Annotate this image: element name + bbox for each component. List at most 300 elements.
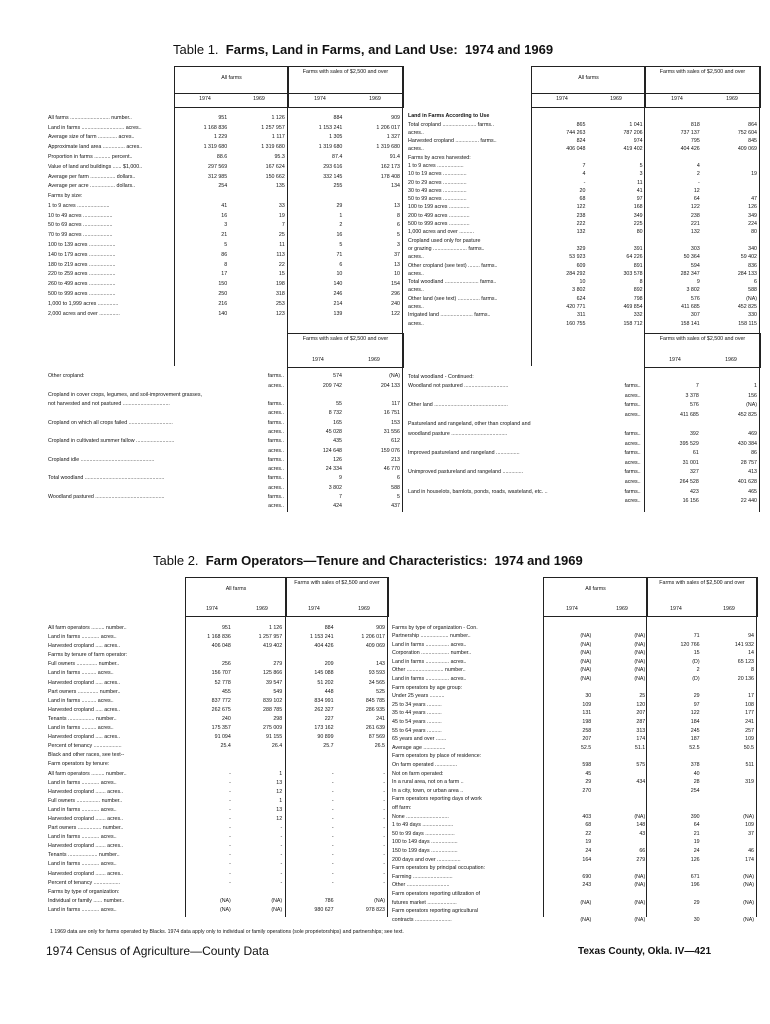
- cell-value: 795: [690, 138, 700, 145]
- cell-value: 109: [582, 701, 592, 708]
- hdr-y74-b: 1974: [671, 96, 683, 102]
- cell-value: 158 712: [623, 320, 643, 327]
- footer-publication: 1974 Census of Agriculture—County Data: [46, 944, 269, 958]
- table-row: [406, 294, 759, 302]
- cell-value: 327: [689, 469, 699, 476]
- cell-value: [593, 785, 647, 794]
- table-row: [46, 189, 402, 199]
- cell-value: 80: [636, 229, 643, 236]
- table-row: [46, 822, 387, 831]
- cell-value: 465: [748, 488, 757, 495]
- cell-value: 238: [576, 212, 586, 219]
- cell-value: 126: [690, 856, 700, 863]
- cell-value: 122: [690, 204, 700, 211]
- cell-value: 262 327: [314, 706, 334, 713]
- cell-value: -: [229, 861, 231, 868]
- cell-value: -: [383, 879, 385, 886]
- cell-value: 411 685: [680, 411, 699, 418]
- cell-value: 978 823: [365, 906, 385, 913]
- cell-value: -: [229, 797, 231, 804]
- cell-value: [647, 863, 701, 872]
- table-row: [390, 760, 756, 769]
- cell-value: 165: [333, 419, 342, 426]
- table-row: [46, 435, 402, 444]
- table-row: [46, 877, 387, 886]
- hdr-sales: Farms with sales of $2,500 and over: [659, 69, 746, 75]
- cell-value: 448: [324, 688, 334, 695]
- table1-left-body: [46, 111, 402, 317]
- cell-value: 25: [278, 232, 285, 239]
- table-row: [406, 252, 759, 260]
- row-label: Farming ...........................: [392, 873, 453, 880]
- cell-value: 4: [696, 163, 700, 169]
- table-row: [406, 310, 759, 318]
- cell-value: 3: [639, 171, 643, 178]
- row-label: Land in farms ................ acres..: [392, 641, 467, 648]
- cell-value: (NA): [743, 916, 754, 923]
- table-row: [390, 837, 756, 846]
- cell-value: 974: [633, 138, 643, 145]
- cell-value: 164: [582, 856, 592, 863]
- cell-value: 24: [693, 847, 700, 854]
- row-label: 65 years and over .......: [392, 736, 447, 743]
- table2-right-header: [543, 577, 758, 617]
- cell-value: 222: [576, 221, 586, 228]
- cell-value: (NA): [580, 633, 592, 640]
- table-row: [46, 849, 387, 858]
- cell-value: 221: [690, 221, 700, 228]
- cell-value: (NA): [374, 897, 385, 904]
- cell-value: [593, 837, 647, 846]
- cell-value: 214: [333, 300, 343, 307]
- cell-value: -: [383, 806, 385, 813]
- row-label: Percent of tenancy ...................: [48, 743, 122, 750]
- cell-value: 45: [585, 770, 592, 777]
- col-rule: [387, 577, 388, 917]
- table-row: [46, 297, 402, 307]
- row-label: Harvested cropland ....... acres..: [48, 843, 124, 850]
- table-row: [406, 318, 759, 326]
- row-label: On farm operated ...............: [392, 762, 458, 769]
- cell-value: 1 117: [271, 134, 285, 141]
- cell-value: (NA): [634, 873, 646, 880]
- table-row: [46, 426, 402, 435]
- cell-value: 224: [748, 221, 757, 228]
- row-label: 50 to 99 days ....................: [392, 830, 455, 837]
- cell-value: 836: [748, 262, 757, 269]
- cell-value: 10: [336, 271, 343, 278]
- row-unit: acres..: [268, 466, 284, 473]
- cell-value: -: [280, 843, 283, 850]
- hdr-y74-b: 1974: [670, 606, 682, 612]
- cell-value: 158 115: [738, 320, 757, 327]
- cell-value: -: [280, 879, 283, 886]
- cell-value: [702, 152, 759, 160]
- row-label: [46, 463, 240, 472]
- cell-value: -: [280, 870, 283, 877]
- cell-value: 117: [391, 401, 400, 408]
- cell-value: [539, 863, 593, 872]
- table-row: [46, 840, 387, 849]
- table-row: [46, 622, 387, 631]
- cell-value: [702, 682, 756, 691]
- table-row: [390, 751, 756, 760]
- cell-value: -: [229, 788, 231, 795]
- cell-value: 1 319 680: [318, 144, 343, 151]
- row-label: Other ......................... number..: [392, 667, 466, 674]
- cell-value: 94: [748, 633, 754, 640]
- cell-value: [647, 888, 701, 897]
- cell-value: [593, 622, 647, 631]
- cell-value: 184: [690, 719, 700, 726]
- cell-value: 752 604: [737, 129, 757, 136]
- row-label: 150 to 199 days ..................: [392, 847, 458, 854]
- cell-value: [233, 649, 284, 658]
- row-label: Farm operators reporting utilization of: [392, 890, 481, 897]
- row-label: 100 to 139 acres ..................: [48, 242, 116, 249]
- row-label: Partnership ................... number..: [392, 633, 471, 640]
- row-label: Part owners ................ number..: [48, 825, 124, 832]
- row-unit: acres..: [624, 440, 641, 447]
- cell-value: 11: [279, 242, 285, 249]
- row-label: [46, 379, 240, 388]
- cell-value: 549: [273, 688, 283, 695]
- cell-value: 178 408: [380, 173, 400, 180]
- cell-value: [643, 418, 701, 428]
- table-row: [46, 278, 402, 288]
- cell-value: 19: [585, 839, 592, 846]
- rule: [174, 93, 402, 94]
- row-label: Average per acre ................. dollars..: [48, 183, 136, 190]
- table-row: [406, 302, 759, 310]
- table-row: [46, 180, 402, 190]
- row-label: Farms by type of organization - Con.: [392, 624, 478, 631]
- cell-value: 196: [690, 882, 700, 889]
- row-label: Other cropland:: [48, 373, 85, 380]
- cell-value: 156: [748, 392, 757, 399]
- table-row: [46, 886, 387, 895]
- cell-value: (NA): [580, 916, 592, 923]
- cell-value: 168: [633, 204, 643, 211]
- cell-value: -: [698, 179, 700, 186]
- cell-value: 148: [636, 822, 646, 829]
- cell-value: 198: [275, 281, 285, 288]
- cell-value: 216: [218, 300, 228, 307]
- cell-value: -: [229, 806, 231, 813]
- cell-value: 126: [748, 204, 757, 211]
- table1-lower-right-body: [406, 370, 759, 504]
- cell-value: 29: [693, 693, 700, 700]
- table-row: [46, 731, 387, 740]
- cell-value: (D): [692, 658, 700, 665]
- row-label: Farm operators reporting days of work: [392, 796, 482, 803]
- cell-value: 16: [221, 212, 228, 219]
- row-unit: farms..: [624, 488, 641, 495]
- cell-value: -: [383, 843, 385, 850]
- table-row: [390, 802, 756, 811]
- table-row: [390, 665, 756, 674]
- row-label: Value of land and buildings ...... $1,000..: [48, 163, 143, 170]
- cell-value: 3 802: [686, 287, 700, 294]
- row-label: acres..: [408, 146, 424, 153]
- cell-value: [702, 186, 759, 194]
- table1-right-header: [531, 66, 761, 108]
- cell-value: 150 662: [265, 173, 285, 180]
- table-row: [406, 428, 759, 438]
- table-row: [390, 906, 756, 915]
- row-unit: acres..: [624, 392, 641, 399]
- table-row: [406, 128, 759, 136]
- cell-value: 598: [582, 762, 592, 769]
- cell-value: [645, 152, 702, 160]
- cell-value: 892: [633, 287, 643, 294]
- cell-value: 419 402: [623, 146, 643, 153]
- row-label: Other cropland (see text) ........ farms..: [408, 262, 498, 269]
- row-label: futures market ....................: [392, 899, 457, 906]
- cell-value: [647, 802, 701, 811]
- cell-value: [539, 751, 593, 760]
- table-row: [46, 658, 387, 667]
- row-label: Farms by size:: [48, 193, 83, 200]
- row-label: Land in farms ............ acres..: [48, 634, 117, 641]
- row-label: [406, 495, 591, 505]
- row-label: 10 to 19 acres ................: [408, 171, 467, 178]
- hdr-all-farms: All farms: [225, 586, 247, 592]
- table-row: [390, 725, 756, 734]
- table-row: [46, 804, 387, 813]
- cell-value: 68: [579, 196, 586, 203]
- row-label: 180 to 219 acres ..................: [48, 261, 116, 268]
- cell-value: [702, 622, 756, 631]
- table-row: [46, 121, 402, 131]
- cell-value: (NA): [743, 882, 754, 889]
- row-label: Harvested cropland ....... acres..: [48, 788, 124, 795]
- cell-value: -: [229, 870, 231, 877]
- footnote: 1 1969 data are only for farms operated by Blacks. 1974 data apply only to individual or family operations (sole proprietorships) and partnerships; see text.: [50, 929, 404, 935]
- cell-value: 126: [333, 456, 342, 463]
- cell-value: 246: [333, 291, 343, 298]
- cell-value: 143: [376, 661, 385, 668]
- table-row: [406, 466, 759, 476]
- table-row: [46, 649, 387, 658]
- cell-value: 91.4: [389, 153, 400, 160]
- cell-value: (NA): [389, 373, 400, 380]
- cell-value: 125 866: [263, 670, 283, 677]
- row-label: Farm operators by principal occupation:: [392, 865, 486, 872]
- cell-value: [233, 758, 284, 767]
- row-unit: acres..: [268, 429, 284, 435]
- cell-value: 951: [218, 114, 228, 121]
- cell-value: 25.7: [323, 743, 334, 750]
- cell-value: 411 685: [681, 304, 700, 311]
- cell-value: 6: [397, 222, 400, 229]
- cell-value: 980 627: [314, 906, 334, 913]
- cell-value: 150: [218, 281, 228, 288]
- cell-value: 123: [275, 310, 285, 317]
- row-label: Average age ...............: [392, 744, 446, 751]
- row-label: 100 to 149 days ..................: [392, 839, 458, 846]
- row-label: Full owners .............. number..: [48, 661, 120, 668]
- table-row: [46, 258, 402, 268]
- row-label: Farms by type of organization:: [48, 888, 120, 895]
- rule: [531, 93, 759, 94]
- cell-value: -: [331, 788, 334, 795]
- cell-value: 174: [636, 736, 646, 743]
- cell-value: -: [229, 834, 231, 841]
- cell-value: 225: [633, 221, 643, 228]
- row-unit: acres..: [268, 447, 284, 454]
- cell-value: 209: [324, 661, 334, 668]
- cell-value: 403: [582, 813, 592, 820]
- cell-value: 588: [391, 484, 400, 491]
- cell-value: 241: [745, 719, 754, 726]
- cell-value: 298: [273, 715, 283, 722]
- cell-value: [647, 682, 701, 691]
- cell-value: [284, 749, 335, 758]
- table2-left-body: [46, 622, 387, 913]
- cell-value: -: [331, 861, 334, 868]
- row-label: acres..: [408, 254, 424, 261]
- col-rule: [759, 366, 760, 512]
- row-label: Woodland pastured ...............................................: [48, 494, 165, 501]
- cell-value: [336, 749, 387, 758]
- cell-value: 245: [690, 727, 700, 734]
- table-row: [390, 888, 756, 897]
- table-row: [390, 631, 756, 640]
- cell-value: 287: [636, 719, 646, 726]
- hdr-y74-b: 1974: [314, 96, 326, 102]
- cell-value: 227: [324, 715, 334, 722]
- cell-value: 95.3: [274, 153, 285, 160]
- cell-value: 31 556: [383, 429, 400, 435]
- cell-value: 45 028: [325, 429, 342, 435]
- table-row: [46, 768, 387, 777]
- cell-value: [587, 111, 644, 119]
- cell-value: 744 263: [566, 129, 586, 136]
- cell-value: 7: [582, 163, 586, 169]
- cell-value: 213: [391, 456, 400, 463]
- cell-value: 3: [224, 222, 228, 229]
- cell-value: (NA): [580, 667, 592, 674]
- cell-value: 8: [224, 261, 228, 268]
- cell-value: 15: [278, 271, 285, 278]
- hdr-y74-a: 1974: [566, 606, 578, 612]
- hdr-y74: 1974: [312, 357, 324, 363]
- cell-value: 279: [636, 856, 646, 863]
- cell-value: [181, 649, 232, 658]
- table-row: [406, 285, 759, 293]
- cell-value: 313: [636, 727, 646, 734]
- cell-value: -: [229, 770, 231, 777]
- row-label: [46, 407, 240, 416]
- cell-value: 329: [576, 245, 586, 252]
- row-label: 200 days and over ................: [392, 856, 461, 863]
- table-row: [46, 795, 387, 804]
- table-row: [46, 131, 402, 141]
- cell-value: 349: [748, 212, 757, 219]
- table-row: [46, 740, 387, 749]
- table-row: [46, 713, 387, 722]
- cell-value: 435: [333, 438, 342, 445]
- cell-value: 17: [748, 693, 754, 700]
- cell-value: 737 137: [680, 129, 700, 136]
- cell-value: [539, 682, 593, 691]
- row-label: Percent of tenancy ..................: [48, 879, 121, 886]
- cell-value: [702, 235, 759, 243]
- hdr-sales: Farms with sales of $2,500 and over: [302, 69, 389, 75]
- row-label: Average size of farm ............. acres..: [48, 134, 135, 141]
- row-label: Cropland in cover crops, legumes, and soil-improvement grasses,: [48, 391, 202, 398]
- row-label: [46, 482, 240, 491]
- table-row: [406, 485, 759, 495]
- cell-value: 1: [754, 383, 757, 390]
- table-row: [46, 407, 402, 416]
- cell-value: 511: [745, 762, 754, 769]
- cell-value: 80: [751, 229, 757, 236]
- table-row: [46, 777, 387, 786]
- row-label: acres..: [408, 270, 424, 277]
- row-unit: acres..: [268, 382, 284, 389]
- cell-value: 284 292: [566, 270, 586, 277]
- row-label: contracts .........................: [392, 916, 452, 923]
- cell-value: 392: [689, 431, 699, 438]
- cell-value: 140: [333, 281, 343, 288]
- row-label: Corporation ................... number..: [392, 650, 472, 657]
- cell-value: 297 569: [208, 163, 228, 170]
- hdr-all-farms: All farms: [578, 75, 599, 81]
- row-label: 500 to 999 acres ..............: [408, 221, 470, 228]
- cell-value: 576: [690, 295, 700, 302]
- row-label: Approximate land area ............... acres..: [48, 144, 143, 151]
- cell-value: 9: [339, 475, 342, 482]
- cell-value: (NA): [580, 658, 592, 665]
- table2-right-body: [390, 622, 756, 923]
- cell-value: [530, 111, 587, 119]
- row-label: 10 to 49 acres ....................: [48, 212, 113, 219]
- cell-value: [593, 768, 647, 777]
- cell-value: [344, 189, 402, 199]
- row-label: 1,000 acres and over ..........: [408, 229, 474, 236]
- cell-value: 5: [397, 494, 400, 501]
- cell-value: 55: [336, 401, 342, 408]
- row-label: 1 to 49 days .....................: [392, 822, 454, 829]
- table-row: [406, 219, 759, 227]
- cell-value: 109: [745, 822, 754, 829]
- row-label: 50 to 99 acres ................: [408, 196, 467, 203]
- cell-value: 40: [693, 770, 700, 777]
- cell-value: 390: [690, 813, 700, 820]
- cell-value: -: [331, 870, 334, 877]
- table-row: [390, 914, 756, 923]
- row-label: Other .............................: [392, 882, 450, 889]
- cell-value: [593, 863, 647, 872]
- cell-value: (NA): [580, 899, 592, 906]
- row-label: Part owners .............. number..: [48, 688, 121, 695]
- cell-value: -: [331, 806, 334, 813]
- cell-value: 1 305: [329, 134, 343, 141]
- cell-value: 1 153 241: [310, 634, 334, 641]
- hdr-y69-b: 1969: [726, 96, 738, 102]
- cell-value: 256: [221, 661, 231, 668]
- cell-value: 1 257 957: [261, 124, 285, 131]
- table-row: [46, 640, 387, 649]
- cell-value: [593, 794, 647, 803]
- table1-right-body: [406, 111, 759, 327]
- cell-value: 8 732: [328, 410, 342, 417]
- cell-value: [702, 802, 756, 811]
- cell-value: 13: [276, 806, 283, 813]
- cell-value: [539, 906, 593, 915]
